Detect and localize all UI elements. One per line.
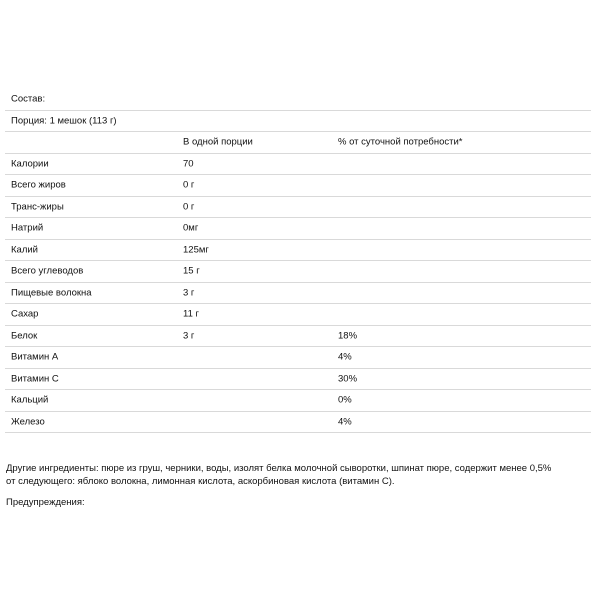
- composition-label: Состав:: [11, 93, 46, 105]
- composition-row: [5, 89, 591, 111]
- nutrient-name: Калий: [11, 244, 38, 256]
- nutrient-name: Всего жиров: [11, 179, 66, 191]
- nutrient-amount: 0 г: [183, 179, 195, 191]
- nutrient-amount: 3 г: [183, 330, 195, 342]
- nutrient-name: Витамин С: [11, 373, 59, 385]
- nutrient-name: Натрий: [11, 222, 44, 234]
- nutrient-name: Витамин А: [11, 351, 59, 363]
- table-row: [5, 326, 591, 348]
- nutrient-amount: 70: [183, 158, 194, 170]
- nutrient-name: Сахар: [11, 308, 39, 320]
- table-row: [5, 240, 591, 262]
- table-row: [5, 197, 591, 219]
- nutrient-amount: 3 г: [183, 287, 195, 299]
- nutrient-amount: 11 г: [183, 308, 199, 320]
- nutrient-daily-value: 4%: [338, 351, 352, 363]
- table-row: [5, 154, 591, 176]
- other-ingredients: [6, 462, 594, 488]
- table-row: [5, 283, 591, 305]
- nutrient-name: Всего углеводов: [11, 265, 84, 277]
- nutrient-name: Транс-жиры: [11, 201, 64, 213]
- per-serving-header: В одной порции: [183, 136, 253, 148]
- table-row: [5, 412, 591, 434]
- other-ingredients-line-2: от следующего: яблоко волокна, лимонная кислота, аскорбиновая кислота (витамин C).: [6, 476, 395, 487]
- serving-label: Порция: 1 мешок (113 г): [11, 115, 117, 127]
- nutrient-name: Калории: [11, 158, 49, 170]
- nutrient-daily-value: 18%: [338, 330, 358, 342]
- table-row: [5, 369, 591, 391]
- nutrient-name: Белок: [11, 330, 38, 342]
- nutrient-name: Железо: [11, 416, 45, 428]
- table-row: [5, 390, 591, 412]
- table-row: [5, 304, 591, 326]
- nutrient-amount: 125мг: [183, 244, 209, 256]
- nutrient-daily-value: 30%: [338, 373, 358, 385]
- table-row: [5, 261, 591, 283]
- daily-value-header: % от суточной потребности*: [338, 136, 463, 148]
- table-row: [5, 218, 591, 240]
- table-row: [5, 347, 591, 369]
- nutrition-table: [5, 89, 591, 433]
- nutrient-amount: 15 г: [183, 265, 200, 277]
- nutrient-amount: 0 г: [183, 201, 195, 213]
- warnings-label: Предупреждения:: [6, 497, 85, 508]
- nutrient-daily-value: 4%: [338, 416, 352, 428]
- table-row: [5, 175, 591, 197]
- nutrient-amount: 0мг: [183, 222, 199, 234]
- nutrient-name: Пищевые волокна: [11, 287, 92, 299]
- nutrient-daily-value: 0%: [338, 394, 352, 406]
- nutrient-name: Кальций: [11, 394, 49, 406]
- header-row: [5, 132, 591, 154]
- other-ingredients-line-1: Другие ингредиенты: пюре из груш, черники, воды, изолят белка молочной сыворотки, шпинат пюре, содержит менее 0,5%: [6, 463, 552, 474]
- serving-row: [5, 111, 591, 133]
